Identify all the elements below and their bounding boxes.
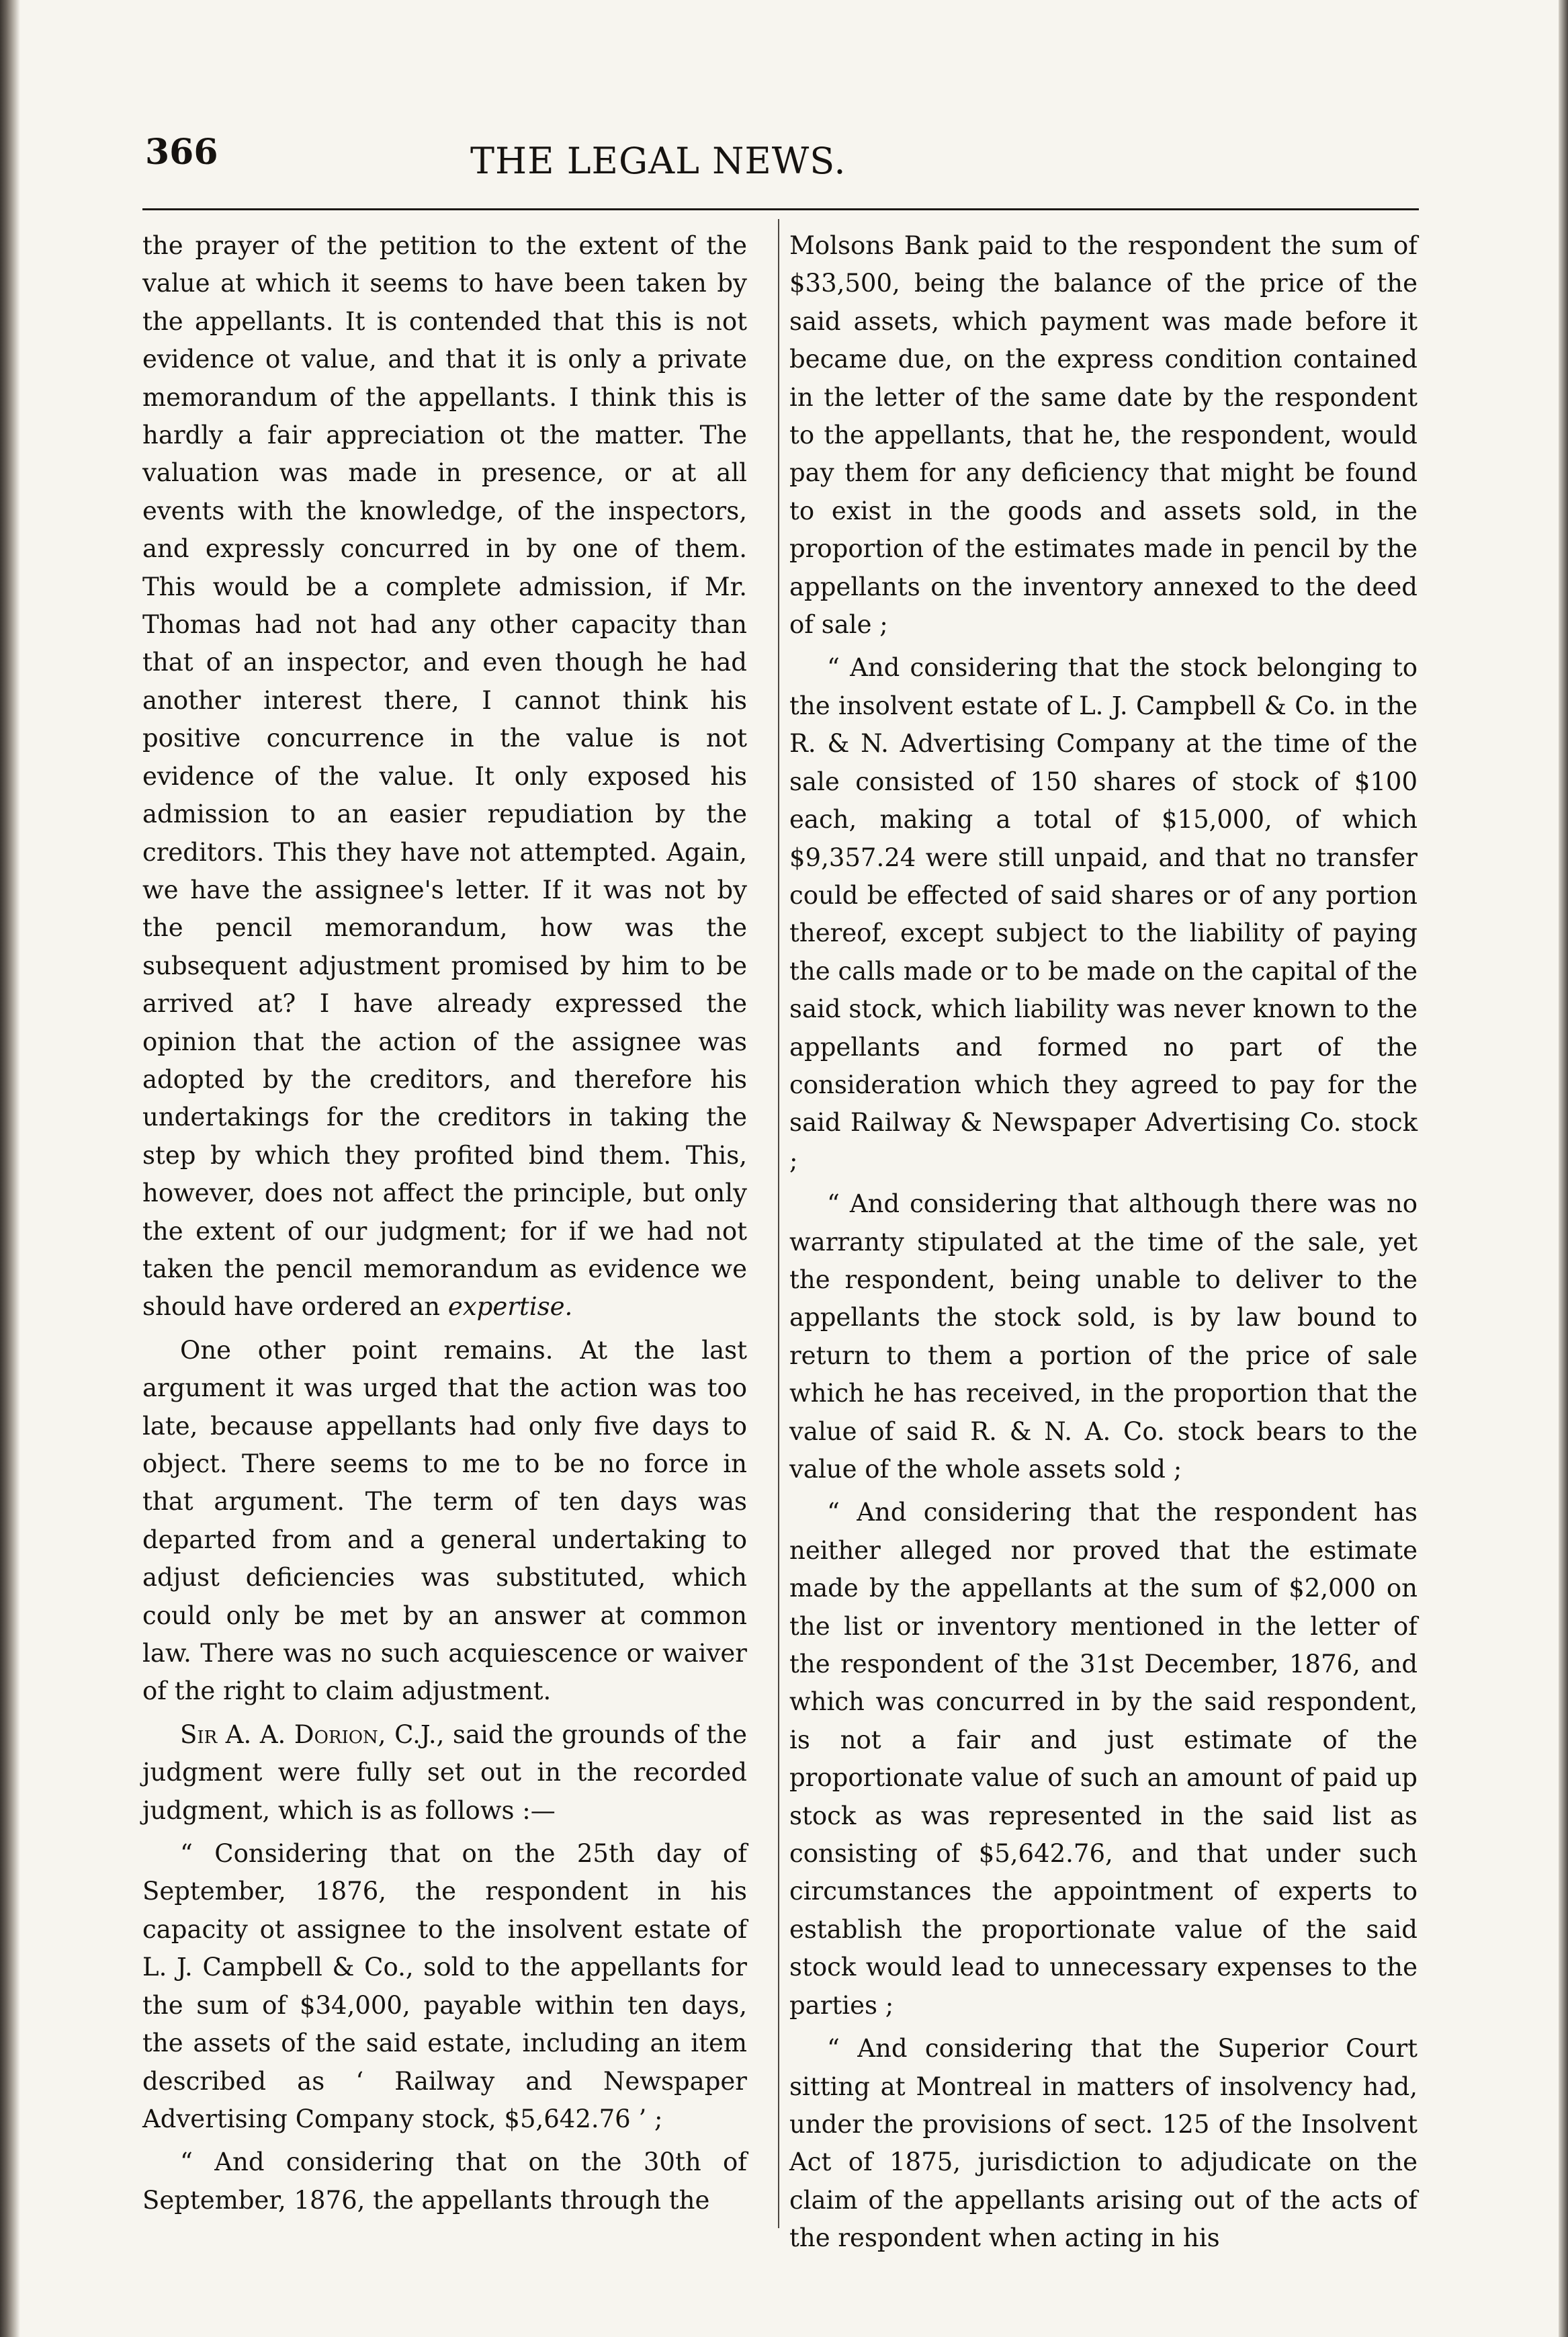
paragraph-considering-estimate: “ And considering that the respondent has neither alleged nor proved that the estimate made by the appellants at the sum of $2,000 on the list or inventory mentioned in the letter of the respondent of the 31st December, 1876, and which was concurred in by the said respondent, is not a fair and just estimate of the proportionate value of such an amount of paid up stock as was represented in the said list as consisting of $5,642.76, and that under such circumstances the appointment of experts to establish the proportionate value of the said stock would lead to unnecessary expenses to the parties ;	[789, 1498, 1418, 2020]
paragraph-considering-payment-start: “ And considering that on the 30th of September, 1876, the appellants through the	[142, 2148, 747, 2215]
paragraph-considering-sale: “ Considering that on the 25th day of September, 1876, the respondent in his capacity ot assignee to the insolvent estate of L. J. Campbell & Co., sold to the appellants for the sum of $34,000, payable within ten days, the assets of the said estate, including an item described as ‘ Railway and Newspaper Advertising Company stock, $5,642.76 ’ ;	[142, 1839, 747, 2133]
page-number: 366	[145, 132, 218, 173]
header-rule	[142, 208, 1419, 210]
left-column	[142, 227, 747, 2219]
paragraph-considering-warranty: “ And considering that although there was no warranty stipulated at the time of the sale, yet the respondent, being unable to deliver to the appellants the stock sold, is by law bound to return to them a portion of the price of sale which he has received, in the proportion that the value of said R. & N. A. Co. stock bears to the value of the whole assets sold ;	[789, 1189, 1418, 1484]
column-divider	[778, 219, 779, 2228]
paragraph-considering-stock: “ And considering that the stock belonging to the insolvent estate of L. J. Campbell & Co. in the R. & N. Advertising Company at the time of the sale consisted of 150 shares of stock of $100 each, making a total of $15,000, of which $9,357.24 were still unpaid, and that no transfer could be effected of said shares or of any portion thereof, except subject to the liability of paying the calls made or to be made on the capital of the said stock, which liability was never known to the appellants and formed no part of the consideration which they agreed to pay for the said Railway & Newspaper Advertising Co. stock ;	[789, 653, 1418, 1175]
paragraph-payment-continued: Molsons Bank paid to the respondent the sum of $33,500, being the balance of the price of the said assets, which payment was made before it became due, on the express condition contained in the letter of the same date by the respondent to the appellants, that he, the respondent, would pay them for any deficiency that might be found to exist in the goods and assets sold, in the proportion of the estimates made in pencil by the appellants on the inventory annexed to the deed of sale ;	[789, 231, 1418, 640]
paragraph-considering-jurisdiction: “ And considering that the Superior Court sitting at Montreal in matters of insolvency had, under the provisions of sect. 125 of the Insolvent Act of 1875, jurisdiction to adjudicate on the claim of the appellants arising out of the acts of the respondent when acting in his	[789, 2034, 1418, 2253]
scan-left-edge	[0, 0, 20, 2337]
paragraph-dorion	[142, 1716, 747, 1830]
running-head-title: THE LEGAL NEWS.	[470, 140, 846, 182]
paragraph-other-point: One other point remains. At the last argument it was urged that the action was too late, because appellants had only five days to object. There seems to me to be no force in that argument. The term of ten days was departed from and a general undertaking to adjust deficiencies was substituted, which could only be met by an answer at common law. There was no such acquiescence or waiver of the right to claim adjustment.	[142, 1335, 747, 1706]
judge-name: Sir A. A. Dorion,	[180, 1719, 386, 1749]
paragraph-dorion-text: C.J., said the grounds of the judgment were fully set out in the recorded judgment, which is as follows :—	[142, 1719, 747, 1825]
right-column	[789, 227, 1418, 2258]
paragraph-valuation-text: the prayer of the petition to the extent of the value at which it seems to have been taken by the appellants. It is contended that this is not evidence ot value, and that it is only a private memorandum of the appellants. I think this is hardly a fair appreciation ot the matter. The valuation was made in presence, or at all events with the knowledge, of the inspectors, and expressly concurred in by one of them. This would be a complete admission, if Mr. Thomas had not had any other capacity than that of an inspector, and even though he had another interest there, I cannot think his positive concurrence in the value is not evidence of the value. It only exposed his admission to an easier repudiation by the creditors. This they have not attempted. Again, we have the assignee's letter. If it was not by the pencil memorandum, how was the subsequent adjustment promised by him to be arrived at? I have already expressed the opinion that the action of the assignee was adopted by the creditors, and therefore his undertakings for the creditors in taking the step by which they profited bind them. This, however, does not affect the principle, but only the extent of our judgment; for if we had not taken the pencil memorandum as evidence we should have ordered an	[142, 231, 747, 1322]
paragraph-valuation	[142, 227, 747, 1326]
expertise-word: expertise.	[447, 1292, 573, 1322]
scan-right-edge	[1559, 0, 1568, 2337]
